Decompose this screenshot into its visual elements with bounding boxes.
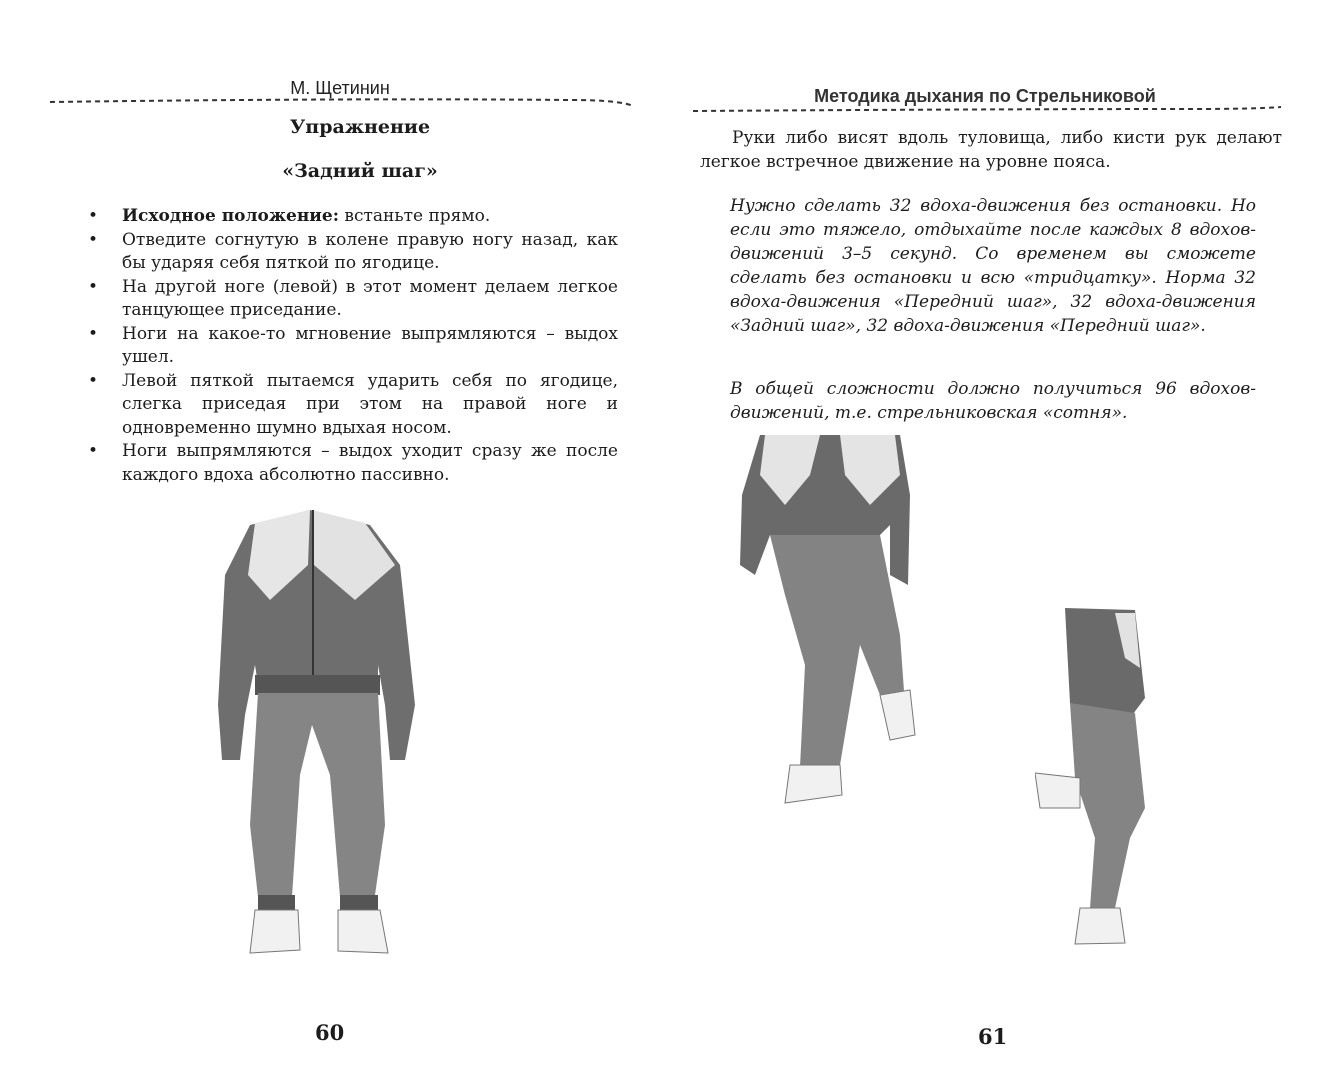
bullet-icon: • [88,323,99,344]
bullet-icon: • [88,229,99,250]
page-number-right: 61 [978,1024,1008,1049]
page-number-left: 60 [315,1020,345,1045]
paragraph-arms: Руки либо висят вдоль туловища, либо кисти рук делают легкое встречное движение на уровне пояса. [700,128,1282,172]
standing-person-photo [200,505,430,965]
exercise-name: «Задний шаг» [282,160,438,182]
item-text: Отведите согнутую в колене правую ногу назад, как бы ударяя себя пяткой по ягодице. [122,229,618,273]
list-item [88,440,618,487]
dashed-rule-right [693,103,1283,117]
list-item [88,276,618,323]
list-item [88,370,618,441]
dashed-rule-left [50,94,635,108]
item-text: встаньте прямо. [338,206,491,226]
walking-person-photo [730,435,930,810]
list-item [88,229,618,276]
bullet-icon: • [88,276,99,297]
paragraph-total: В общей сложности должно получиться 96 вдохов-движений, т.е. стрельниковская «сотня». [730,379,1256,423]
bold-label: Исходное положение: [122,206,339,226]
item-text: Ноги на какое-то мгновение выпрямляются – выдох ушел. [122,323,618,367]
bullet-icon: • [88,206,99,226]
list-item [88,323,618,370]
running-head-left: М. Щетинин [290,78,390,98]
bullet-icon: • [88,441,99,461]
exercise-heading: Упражнение [289,116,431,138]
list-item [88,205,618,229]
bullet-icon: • [88,370,99,391]
item-text: Левой пяткой пытаемся ударить себя по ягодице, слегка приседая при этом на правой ноге и одновременно шумно вдыхая носом. [122,370,618,438]
back-step-person-photo [1035,608,1150,948]
item-text: На другой ноге (левой) в этот момент делаем легкое танцующее приседание. [122,276,618,320]
item-text: Ноги выпрямляются – выдох уходит сразу же после каждого вдоха абсолютно пассивно. [122,441,618,485]
running-head-right: Методика дыхания по Стрельниковой [814,86,1156,106]
instruction-list [88,205,618,487]
paragraph-instructions: Нужно сделать 32 вдоха-движения без остановки. Но если это тяжело, отдыхайте после каждых 8 вдохов-движений 3–5 секунд. Со временем вы сможете сделать без остановки и всю «тридцатку». Норма 32 вдоха-движения «Передний шаг», 32 вдоха-движения «Задний шаг», 32 вдоха-движения «Передний шаг». [730,196,1256,336]
